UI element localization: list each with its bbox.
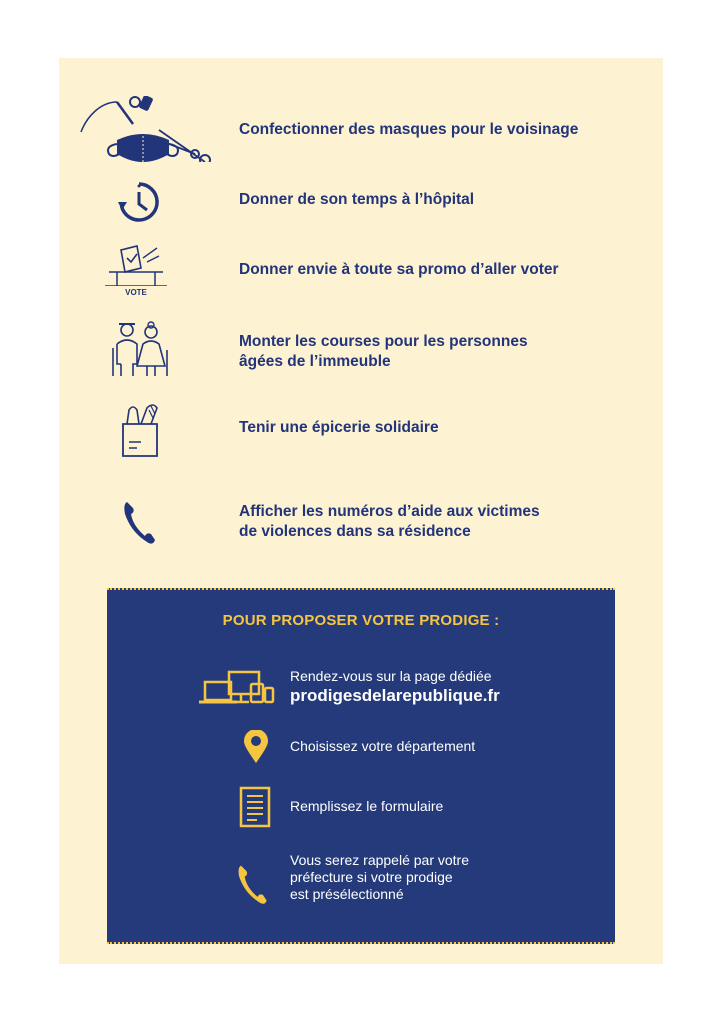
- action-item: [59, 320, 663, 380]
- action-text-line: de violences dans sa résidence: [239, 523, 471, 540]
- action-text: Donner envie à toute sa promo d’aller voter: [239, 261, 559, 278]
- phone-icon: [121, 498, 157, 546]
- action-text: Confectionner des masques pour le voisinage: [239, 121, 579, 138]
- action-item: [59, 244, 663, 302]
- poster: [59, 58, 663, 964]
- clock-icon: [117, 180, 161, 224]
- step-text-line: est présélectionné: [290, 886, 404, 902]
- step-item: [107, 728, 615, 768]
- action-text: [239, 332, 639, 372]
- step-item: [107, 666, 615, 714]
- step-text: Choisissez votre département: [290, 738, 476, 754]
- step-text-line: Rendez-vous sur la page dédiée: [290, 668, 492, 684]
- action-text: Tenir une épicerie solidaire: [239, 419, 439, 436]
- form-document-icon: [239, 786, 271, 828]
- action-item: [59, 178, 663, 222]
- action-item: [59, 96, 663, 164]
- location-pin-icon: [243, 730, 269, 764]
- step-text-line: préfecture si votre prodige: [290, 869, 453, 885]
- vote-label: VOTE: [125, 288, 147, 297]
- action-text: Donner de son temps à l’hôpital: [239, 191, 475, 208]
- step-text-line: Vous serez rappelé par votre: [290, 852, 469, 868]
- devices-icon: [197, 670, 275, 710]
- action-text-line: Afficher les numéros d’aide aux victimes: [239, 503, 540, 520]
- step-item: [107, 786, 615, 830]
- proposal-panel: [107, 588, 615, 944]
- site-link[interactable]: prodigesdelarepublique.fr: [290, 686, 500, 705]
- step-text: Remplissez le formulaire: [290, 798, 444, 814]
- panel-title: POUR PROPOSER VOTRE PRODIGE :: [222, 612, 500, 629]
- grocery-bag-icon: [119, 402, 163, 458]
- elderly-couple-icon: [109, 320, 171, 378]
- action-item: [59, 498, 663, 550]
- step-text: [290, 852, 590, 903]
- step-text: [290, 668, 590, 704]
- ballot-box-icon: [103, 244, 169, 286]
- step-item: [107, 852, 615, 912]
- action-item: [59, 402, 663, 458]
- action-text: [239, 502, 639, 542]
- mask-sewing-icon: [73, 96, 213, 162]
- action-text-line: Monter les courses pour les personnes: [239, 333, 528, 350]
- phone-icon: [235, 862, 269, 906]
- action-text-line: âgées de l’immeuble: [239, 353, 391, 370]
